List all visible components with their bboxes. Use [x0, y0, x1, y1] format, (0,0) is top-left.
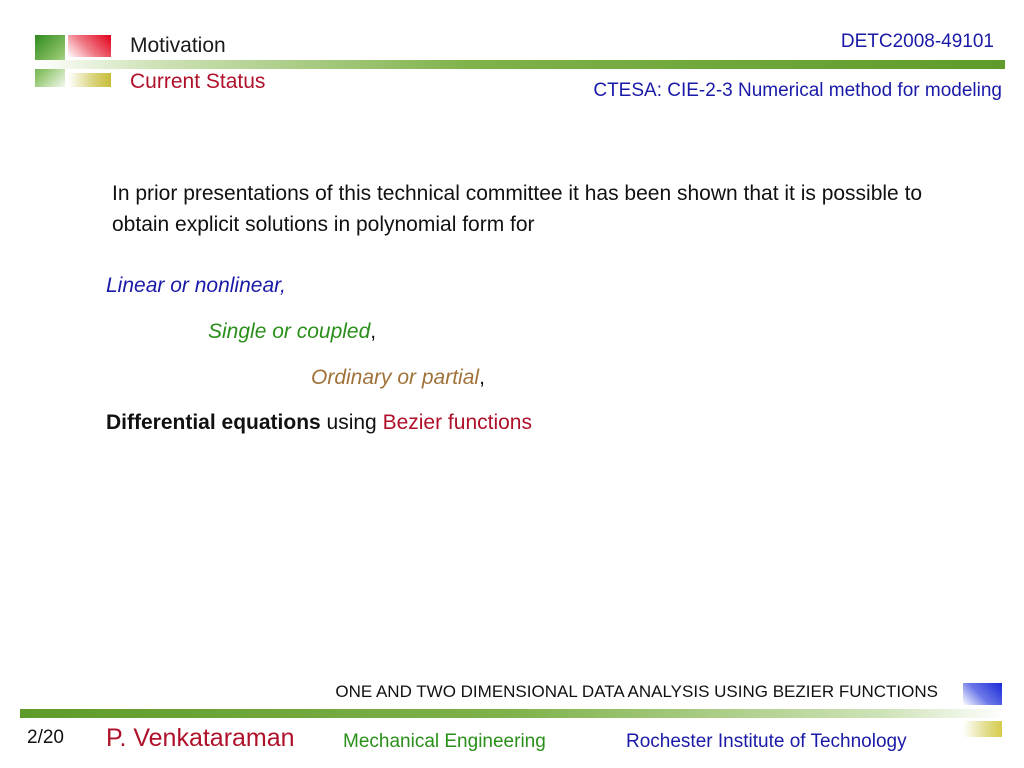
intro-paragraph: In prior presentations of this technical committee it has been shown that it is possible to obtain explicit solutions in polynomial form for: [112, 182, 923, 236]
line-ordinary-partial: [311, 366, 485, 390]
subsection-title: Current Status: [130, 70, 266, 93]
single-coupled-text: Single or coupled: [208, 320, 371, 343]
footer-square-blue: [963, 683, 1002, 705]
institution: Rochester Institute of Technology: [626, 731, 907, 752]
header-divider-bar: [35, 60, 1005, 69]
comma: ,: [370, 320, 377, 343]
footer-divider-bar: [20, 709, 1004, 718]
paper-id: DETC2008-49101: [840, 31, 994, 52]
comma: ,: [479, 366, 485, 389]
page-number: 2/20: [27, 727, 64, 748]
ordinary-partial-text: Ordinary or partial: [311, 366, 480, 389]
author-name: P. Venkataraman: [106, 724, 295, 752]
line-differential-equations: [106, 411, 532, 435]
footer-caption: ONE AND TWO DIMENSIONAL DATA ANALYSIS USING BEZIER FUNCTIONS: [335, 682, 938, 701]
line-single-coupled: [208, 320, 376, 344]
using-text: using: [320, 411, 383, 434]
bezier-functions-text: Bezier functions: [382, 411, 532, 434]
footer-square-yellow: [963, 721, 1002, 737]
logo-square-red: [68, 35, 111, 57]
session-title: CTESA: CIE-2-3 Numerical method for modeling: [593, 80, 1002, 101]
line-linear-nonlinear: Linear or nonlinear,: [106, 274, 286, 297]
differential-equations-text: Differential equations: [106, 411, 321, 434]
department: Mechanical Engineering: [343, 731, 546, 752]
section-title: Motivation: [130, 34, 226, 57]
logo-square-olive: [68, 73, 111, 87]
